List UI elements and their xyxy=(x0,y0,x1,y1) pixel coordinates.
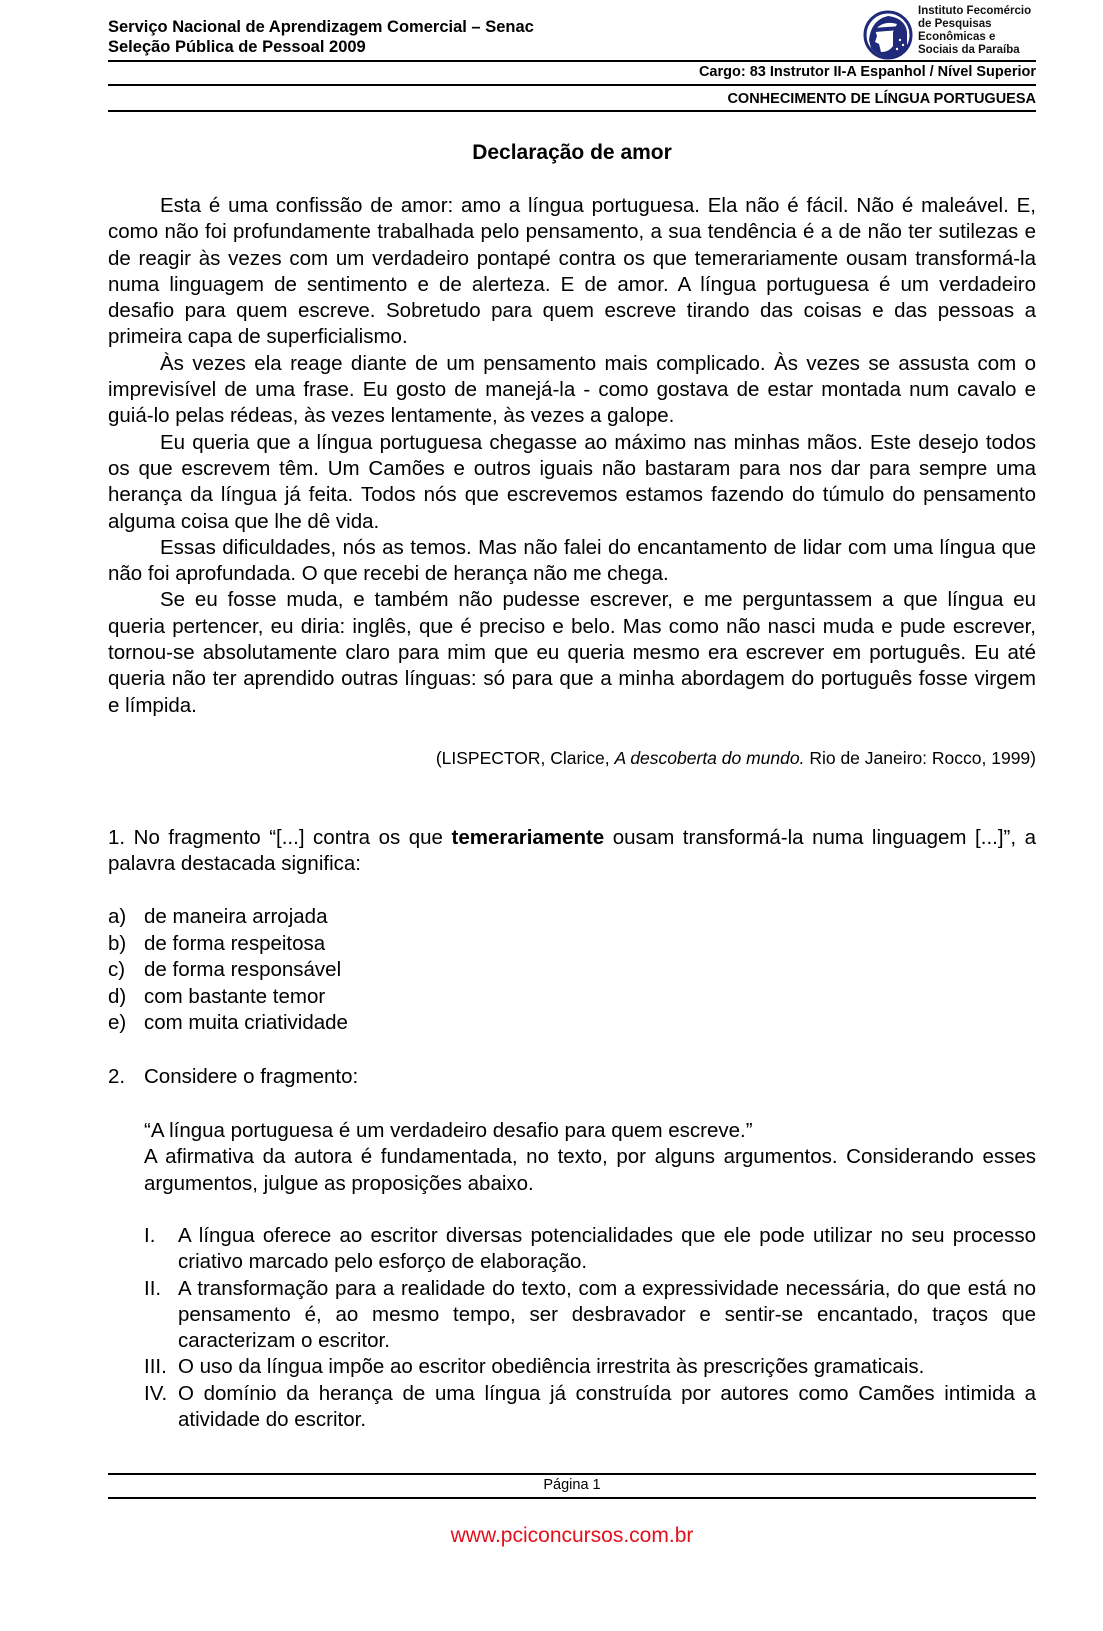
footer-divider xyxy=(108,1473,1036,1475)
institute-line: Sociais da Paraíba xyxy=(918,44,1020,56)
option-letter: e) xyxy=(108,1011,127,1034)
option-letter: c) xyxy=(108,958,126,981)
header-org xyxy=(108,17,534,57)
institute-name xyxy=(918,5,1031,57)
header-divider xyxy=(108,60,1036,62)
question-2-prompt: Considere o fragmento: xyxy=(144,1065,359,1088)
question-1-text: 1. No fragmento “[...] contra os que xyxy=(108,826,452,849)
question-1-options xyxy=(108,904,348,1037)
footer-divider xyxy=(108,1497,1036,1499)
question-2-body xyxy=(144,1118,1036,1197)
proposition-numeral: I. xyxy=(144,1224,156,1247)
paragraph: Esta é uma confissão de amor: amo a língua portuguesa. Ela não é fácil. Não é maleável. E, como não foi profundamente trabalhada pelo pensamento, a sua tendência é a de não ter sutilezas e de reagir às vezes com um verdadeiro pontapé contra os que temerariamente ousam transformá-la numa linguagem de sentimento e de alerteza. E de amor. A língua portuguesa é um verdadeiro desafio para quem escreve. Sobretudo para quem escreve tirando das coisas e das pessoas a primeira capa de superficialismo. xyxy=(108,194,1036,349)
option-e[interactable] xyxy=(108,1010,348,1037)
citation-author: (LISPECTOR, Clarice, xyxy=(435,748,615,768)
header-divider xyxy=(108,110,1036,112)
page-number: Página 1 xyxy=(543,1477,601,1493)
option-d[interactable] xyxy=(108,984,348,1011)
proposition-IV xyxy=(144,1381,1036,1434)
option-letter: a) xyxy=(108,905,127,928)
org-line-1: Serviço Nacional de Aprendizagem Comercial – Senac xyxy=(108,18,534,36)
option-text: com bastante temor xyxy=(144,984,326,1008)
ifep-logo-icon xyxy=(863,10,913,60)
reading-text xyxy=(108,193,1036,719)
text-title: Declaração de amor xyxy=(472,141,672,164)
proposition-III xyxy=(144,1354,1036,1380)
proposition-text: A língua oferece ao escritor diversas potencialidades que ele pode utilizar no seu processo criativo marcado pelo esforço de elaboração. xyxy=(178,1224,1036,1274)
paragraph: Eu queria que a língua portuguesa chegasse ao máximo nas minhas mãos. Este desejo todos os que escrevem têm. Um Camões e outros iguais não bastaram para nos dar para sempre uma herança da língua já feita. Todos nós que escrevemos estamos fazendo do túmulo do pensamento alguma coisa que lhe dê vida. xyxy=(108,430,1036,533)
proposition-text: A transformação para a realidade do texto, com a expressividade necessária, do que está no pensamento é, ao mesmo tempo, ser desbravador e sentir-se encantado, traços que caracterizam o escritor. xyxy=(178,1276,1036,1353)
header-divider xyxy=(108,84,1036,86)
option-letter: b) xyxy=(108,931,127,955)
cargo-label: Cargo: 83 Instrutor II-A Espanhol / Nível Superior xyxy=(698,64,1036,80)
proposition-II xyxy=(144,1276,1036,1355)
option-text: de forma respeitosa xyxy=(144,931,326,955)
citation xyxy=(436,748,1036,769)
option-text: de forma responsável xyxy=(144,958,342,981)
proposition-numeral: IV. xyxy=(144,1381,168,1405)
site-url-link[interactable]: www.pciconcursos.com.br xyxy=(450,1524,694,1547)
institute-line: Econômicas e xyxy=(918,31,996,43)
option-text: com muita criatividade xyxy=(144,1011,348,1034)
question-1-text: ousam transformá-la numa linguagem [...]”, a palavra destacada significa: xyxy=(108,826,1036,876)
paragraph: Às vezes ela reage diante de um pensamento mais complicado. Às vezes se assusta com o imprevisível de uma frase. Eu gosto de manejá-la - como gostava de estar montada num cavalo e guiá-lo pelas rédeas, às vezes lentamente, às vezes a galope. xyxy=(108,351,1036,428)
proposition-numeral: III. xyxy=(144,1355,167,1379)
paragraph: Se eu fosse muda, e também não pudesse escrever, e me perguntassem a que língua eu queria pertencer, eu diria: inglês, que é preciso e belo. Mas como não nasci muda e pude escrever, tornou-se absolutamente claro para mim que eu queria mesmo era escrever em português. Eu até queria não ter aprendido outras línguas: só para que a minha abordagem do português fosse virgem e límpida. xyxy=(108,588,1036,717)
option-c[interactable] xyxy=(108,957,348,984)
paragraph: Essas dificuldades, nós as temos. Mas não falei do encantamento de lidar com uma língua que não foi aprofundada. O que recebi de herança não me chega. xyxy=(108,535,1036,586)
org-line-2: Seleção Pública de Pessoal 2009 xyxy=(108,38,366,56)
citation-publisher: Rio de Janeiro: Rocco, 1999) xyxy=(804,748,1036,768)
highlighted-word: temerariamente xyxy=(451,826,605,849)
propositions-list xyxy=(144,1223,1036,1433)
proposition-text: O uso da língua impõe ao escritor obediência irrestrita às prescrições gramaticais. xyxy=(178,1355,925,1379)
proposition-numeral: II. xyxy=(144,1276,162,1300)
question-2-instruction: A afirmativa da autora é fundamentada, no texto, por alguns argumentos. Considerando esses argumentos, julgue as proposições abaixo. xyxy=(144,1145,1036,1195)
section-label: CONHECIMENTO DE LÍNGUA PORTUGUESA xyxy=(727,91,1036,107)
quoted-fragment: “A língua portuguesa é um verdadeiro desafio para quem escreve.” xyxy=(144,1119,753,1142)
option-text: de maneira arrojada xyxy=(144,905,328,928)
institute-line: de Pesquisas xyxy=(918,18,992,30)
question-number: 2. xyxy=(108,1065,126,1088)
option-a[interactable] xyxy=(108,904,348,931)
institute-line: Instituto Fecomércio xyxy=(918,5,1032,17)
proposition-text: O domínio da herança de uma língua já construída por autores como Camões intimida a atividade do escritor. xyxy=(178,1381,1036,1432)
question-1 xyxy=(108,825,1036,878)
question-2-header xyxy=(108,1064,358,1090)
option-b[interactable] xyxy=(108,931,348,958)
citation-title: A descoberta do mundo. xyxy=(614,748,805,768)
option-letter: d) xyxy=(108,984,127,1008)
proposition-I xyxy=(144,1223,1036,1276)
